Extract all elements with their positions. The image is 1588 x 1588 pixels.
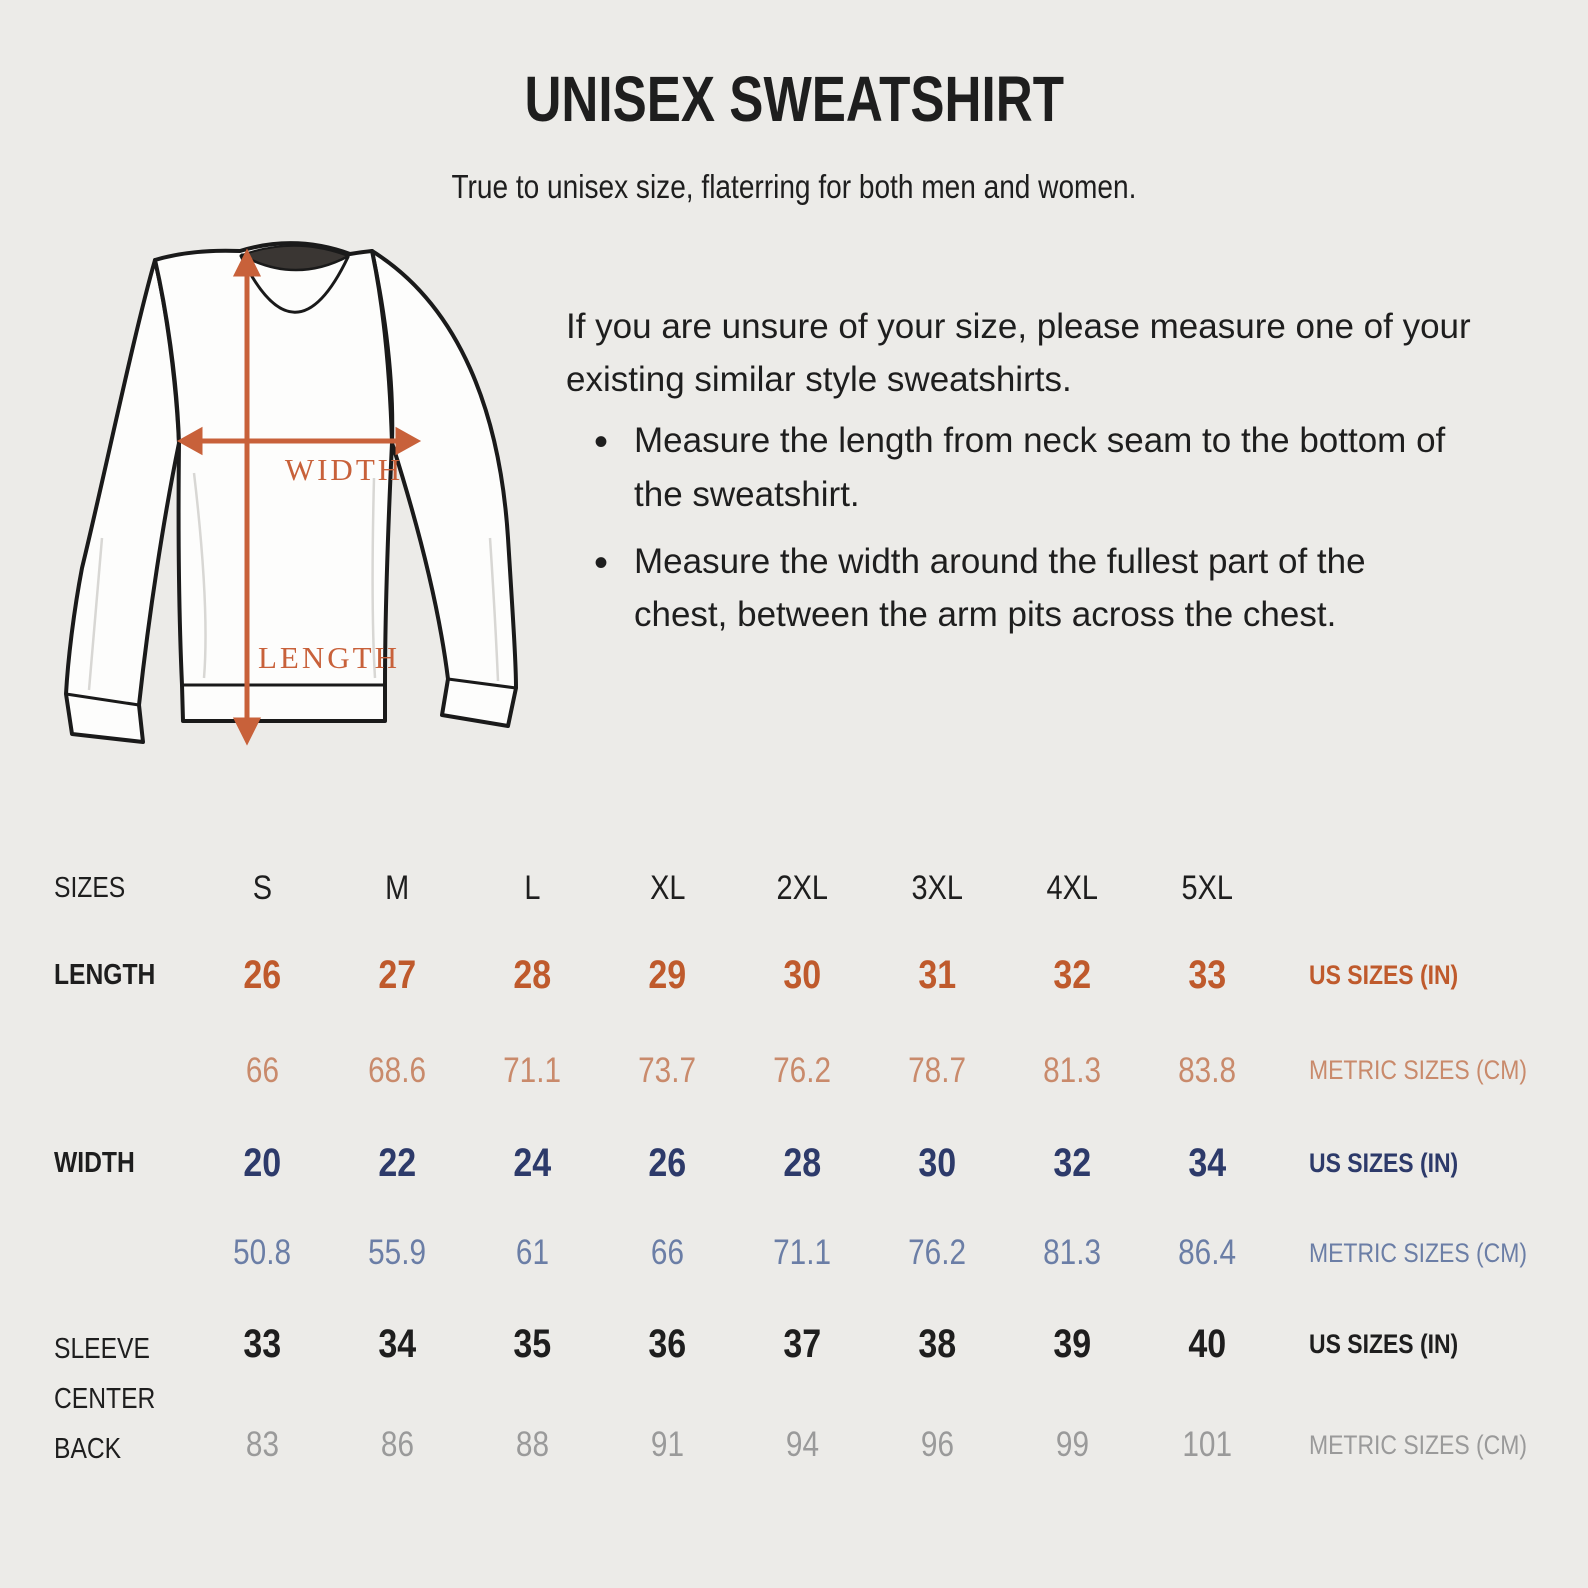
width-metric-unit-label: METRIC SIZES (CM) [1309,1237,1528,1268]
length-us-m: 27 [378,953,417,997]
length-cm-s: 66 [245,1050,280,1090]
sleeve-cm-4xl: 99 [1055,1425,1090,1464]
col-header-l: L [524,868,541,907]
sleeve-us-unit-label: US SIZES (IN) [1309,1328,1459,1359]
length-us-row [40,928,1560,1023]
sleeve-cm-l: 88 [515,1425,550,1464]
width-us-unit-label: US SIZES (IN) [1309,1147,1459,1178]
length-metric-unit-label: METRIC SIZES (CM) [1309,1055,1528,1085]
sleeve-row-label: SLEEVE CENTER BACK [54,1333,156,1465]
page-subtitle [0,168,1588,206]
width-us-3xl: 30 [918,1140,957,1185]
length-arrowhead-bottom [237,720,257,740]
sleeve-cm-3xl: 96 [920,1425,955,1464]
sleeve-cm-2xl: 94 [785,1425,820,1464]
width-row-label: WIDTH [54,1146,135,1179]
sleeve-us-4xl: 39 [1053,1321,1092,1366]
instruction-length: • Measure the length from neck seam to the bottom of the sweatshirt. [566,414,1454,520]
table-header-row [40,848,1560,928]
sleeve-cm-5xl: 101 [1182,1425,1233,1464]
width-cm-4xl: 81.3 [1043,1233,1102,1272]
length-us-l: 28 [513,953,552,997]
width-cm-s: 50.8 [233,1233,292,1272]
sleeve-cm-xl: 91 [650,1425,685,1464]
length-cm-2xl: 76.2 [773,1050,832,1090]
length-us-3xl: 31 [918,953,957,997]
col-header-3xl: 3XL [911,868,964,907]
width-us-s: 20 [243,1140,282,1185]
width-cm-2xl: 71.1 [773,1233,832,1272]
col-header-2xl: 2XL [776,868,829,907]
width-cm-m: 55.9 [368,1233,427,1272]
instructions-list [566,414,1570,641]
length-cm-3xl: 78.7 [908,1050,967,1090]
measuring-instructions [566,300,1570,655]
col-header-4xl: 4XL [1046,868,1099,907]
sleeve-us-s: 33 [243,1321,282,1366]
width-us-row [40,1118,1560,1208]
length-us-4xl: 32 [1053,953,1092,997]
length-row-label: LENGTH [54,959,156,991]
length-us-xl: 29 [648,953,687,997]
page-title [0,62,1588,136]
sleeve-us-l: 35 [513,1321,552,1366]
page-title-text: UNISEX SWEATSHIRT [524,63,1064,135]
sleeve-us-2xl: 37 [783,1321,822,1366]
sleeve-cm-s: 83 [245,1425,280,1464]
width-us-2xl: 28 [783,1140,822,1185]
width-metric-row [40,1208,1560,1298]
width-us-5xl: 34 [1188,1140,1227,1185]
sweatshirt-diagram [42,236,522,760]
width-cm-3xl: 76.2 [908,1233,967,1272]
width-cm-5xl: 86.4 [1178,1233,1237,1272]
sleeve-us-3xl: 38 [918,1321,957,1366]
sleeve-cm-m: 86 [380,1425,415,1464]
width-cm-xl: 66 [650,1233,685,1272]
sweatshirt-illustration [42,236,522,760]
length-cm-4xl: 81.3 [1043,1050,1102,1090]
length-us-unit-label: US SIZES (IN) [1309,960,1459,990]
instructions-intro: If you are unsure of your size, please measure one of your existing similar style sweatshirts. [566,307,1471,400]
length-metric-row [40,1023,1560,1118]
page-subtitle-text: True to unisex size, flaterring for both men and women. [451,168,1137,205]
width-us-l: 24 [513,1140,552,1185]
length-cm-xl: 73.7 [638,1050,697,1090]
sizes-header-label: SIZES [54,871,126,904]
sleeve-us-m: 34 [378,1321,417,1366]
col-header-m: M [385,868,410,907]
length-us-2xl: 30 [783,953,822,997]
col-header-xl: XL [649,868,686,907]
sleeve-metric-unit-label: METRIC SIZES (CM) [1309,1429,1528,1460]
length-cm-5xl: 83.8 [1178,1050,1237,1090]
length-cm-l: 71.1 [503,1050,562,1090]
sleeve-center-back-section [40,1298,1560,1500]
length-cm-m: 68.6 [368,1050,427,1090]
width-arrow-label: WIDTH [284,452,404,487]
size-table [40,848,1560,1500]
width-us-xl: 26 [648,1140,687,1185]
width-cm-l: 61 [515,1233,550,1272]
width-us-m: 22 [378,1140,417,1185]
length-us-s: 26 [243,953,282,997]
sleeve-us-5xl: 40 [1188,1321,1227,1366]
length-us-5xl: 33 [1188,953,1227,997]
length-arrow-label: LENGTH [258,640,400,675]
col-header-5xl: 5XL [1181,868,1234,907]
col-header-s: S [252,868,273,907]
sleeve-us-xl: 36 [648,1321,687,1366]
instruction-width: • Measure the width around the fullest part of the chest, between the arm pits across the chest. [566,535,1454,641]
width-us-4xl: 32 [1053,1140,1092,1185]
left-sleeve [66,260,179,742]
